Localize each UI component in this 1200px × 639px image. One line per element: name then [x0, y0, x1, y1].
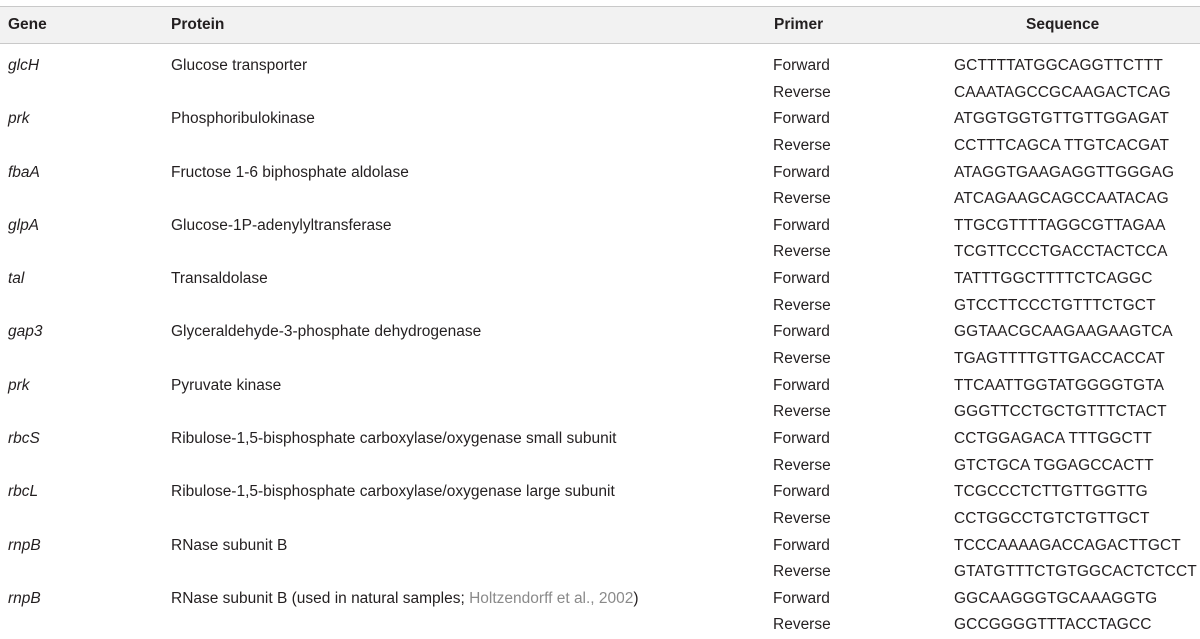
gene-cell: prk	[8, 110, 30, 128]
gene-cell: rbcL	[8, 483, 39, 501]
sequence-cell: ATCAGAAGCAGCCAATACAG	[954, 190, 1169, 208]
primer-cell: Reverse	[773, 243, 831, 261]
gene-cell: glpA	[8, 216, 40, 234]
gene-cell: rnpB	[8, 536, 41, 554]
protein-cell: Fructose 1-6 biphosphate aldolase	[171, 163, 409, 181]
table-row	[0, 426, 1200, 453]
table-row	[0, 133, 1200, 160]
primer-cell: Forward	[773, 57, 830, 74]
primer-cell: Reverse	[773, 296, 831, 314]
protein-cell: Transaldolase	[171, 270, 268, 288]
sequence-cell: ATGGTGGTGTTGTTGGAGAT	[954, 110, 1169, 128]
sequence-cell: CCTGGAGACA TTTGGCTT	[954, 429, 1152, 447]
header-gene: Gene	[8, 16, 47, 33]
primer-cell: Forward	[773, 483, 830, 501]
table-row	[0, 479, 1200, 506]
sequence-cell: TCGTTCCCTGACCTACTCCA	[954, 243, 1168, 261]
table-row	[0, 293, 1200, 320]
primer-cell: Forward	[773, 589, 830, 607]
gene-cell: prk	[8, 376, 30, 394]
primer-cell: Reverse	[773, 509, 831, 527]
table-body	[0, 53, 1200, 639]
header-sequence: Sequence	[1026, 16, 1100, 33]
table-row	[0, 213, 1200, 240]
gene-cell: rnpB	[8, 589, 41, 607]
sequence-cell: TTCAATTGGTATGGGGTGTA	[954, 376, 1165, 394]
gene-cell: glcH	[8, 57, 40, 74]
table-row	[0, 160, 1200, 187]
gene-cell: gap3	[8, 323, 43, 341]
sequence-cell: TATTTGGCTTTTCTCAGGC	[954, 270, 1153, 288]
primer-cell: Reverse	[773, 456, 831, 474]
primer-cell: Forward	[773, 163, 830, 181]
protein-cell: Glucose transporter	[171, 57, 308, 74]
table-row	[0, 533, 1200, 560]
table-row	[0, 559, 1200, 586]
primer-cell: Forward	[773, 216, 830, 234]
primer-cell: Forward	[773, 429, 830, 447]
protein-cell: Glucose-1P-adenylyltransferase	[171, 216, 392, 234]
sequence-cell: TTGCGTTTTAGGCGTTAGAA	[954, 216, 1166, 234]
primer-cell: Reverse	[773, 190, 831, 208]
protein-text-tail: )	[633, 589, 639, 607]
gene-cell: rbcS	[8, 429, 40, 447]
table-row	[0, 373, 1200, 400]
sequence-cell: TCCCAAAAGACCAGACTTGCT	[954, 536, 1181, 554]
protein-cell: Ribulose-1,5-bisphosphate carboxylase/oxygenase small subunit	[171, 429, 617, 447]
primer-cell: Reverse	[773, 563, 831, 581]
primer-cell: Reverse	[773, 83, 831, 101]
primer-cell: Reverse	[773, 403, 831, 421]
primer-cell: Forward	[773, 376, 830, 394]
sequence-cell: TGAGTTTTGTTGACCACCAT	[954, 350, 1165, 368]
sequence-cell: CCTGGCCTGTCTGTTGCT	[954, 509, 1150, 527]
primer-cell: Reverse	[773, 350, 831, 368]
sequence-cell: GCTTTTATGGCAGGTTCTTT	[954, 57, 1163, 74]
sequence-cell: GTATGTTTCTGTGGCACTCTCCT	[954, 563, 1197, 581]
sequence-cell: GCCGGGGTTTACCTAGCC	[954, 616, 1152, 634]
gene-cell: fbaA	[8, 163, 40, 181]
table-row	[0, 239, 1200, 266]
primer-cell: Forward	[773, 536, 830, 554]
primer-cell: Forward	[773, 323, 830, 341]
sequence-cell: GGTAACGCAAGAAGAAGTCA	[954, 323, 1173, 341]
sequence-cell: ATAGGTGAAGAGGTTGGGAG	[954, 163, 1175, 181]
table-row	[0, 506, 1200, 533]
table-row	[0, 106, 1200, 133]
citation-link[interactable]: Holtzendorff et al., 2002	[469, 589, 634, 607]
protein-cell	[171, 586, 639, 613]
primer-cell: Reverse	[773, 136, 831, 154]
sequence-cell: GGGTTCCTGCTGTTTCTACT	[954, 403, 1167, 421]
table-header	[0, 6, 1200, 44]
sequence-cell: GTCCTTCCCTGTTTCTGCT	[954, 296, 1156, 314]
table-row	[0, 53, 1200, 80]
header-primer: Primer	[774, 16, 824, 33]
table-row	[0, 453, 1200, 480]
protein-cell: Phosphoribulokinase	[171, 110, 315, 128]
table-row	[0, 319, 1200, 346]
table-row	[0, 266, 1200, 293]
protein-cell: Ribulose-1,5-bisphosphate carboxylase/oxygenase large subunit	[171, 483, 615, 501]
table-row	[0, 346, 1200, 373]
gene-cell: tal	[8, 270, 25, 288]
primer-cell: Forward	[773, 270, 830, 288]
header-protein: Protein	[171, 16, 225, 33]
sequence-cell: CCTTTCAGCA TTGTCACGAT	[954, 136, 1170, 154]
sequence-cell: TCGCCCTCTTGTTGGTTG	[954, 483, 1148, 501]
protein-text: RNase subunit B (used in natural samples;	[171, 589, 470, 607]
sequence-cell: GGCAAGGGTGCAAAGGTG	[954, 589, 1158, 607]
table-row	[0, 586, 1200, 613]
table-row	[0, 612, 1200, 639]
primer-cell: Forward	[773, 110, 830, 128]
table-row	[0, 399, 1200, 426]
table-row	[0, 80, 1200, 107]
table-row	[0, 186, 1200, 213]
sequence-cell: GTCTGCA TGGAGCCACTT	[954, 456, 1154, 474]
protein-cell: Pyruvate kinase	[171, 376, 282, 394]
sequence-cell: CAAATAGCCGCAAGACTCAG	[954, 83, 1171, 101]
protein-cell: Glyceraldehyde-3-phosphate dehydrogenase	[171, 323, 482, 341]
protein-cell: RNase subunit B	[171, 536, 288, 554]
primer-cell: Reverse	[773, 616, 831, 634]
